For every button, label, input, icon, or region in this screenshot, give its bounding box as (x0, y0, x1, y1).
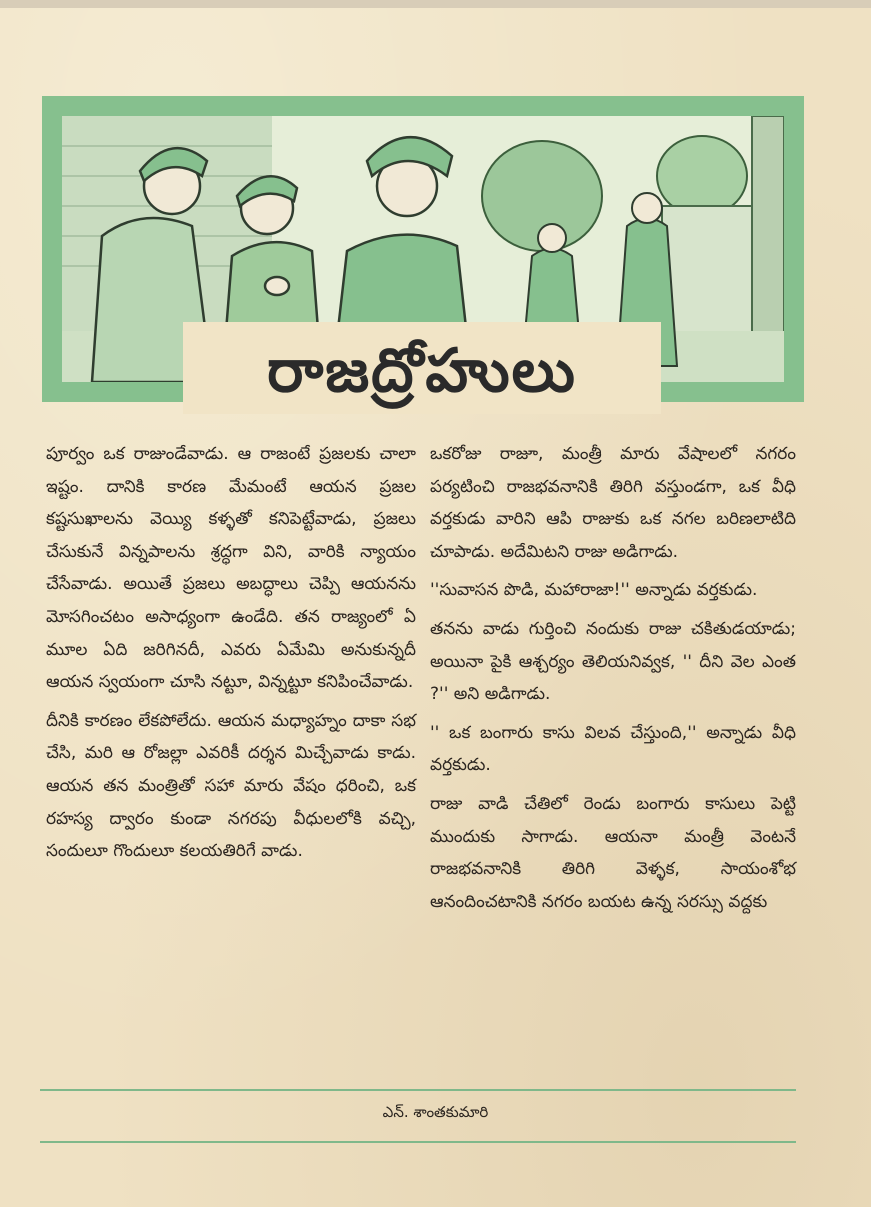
right-text-column (430, 438, 796, 924)
page-top-edge (0, 0, 871, 8)
title-panel (183, 322, 661, 414)
paragraph: '' ఒక బంగారు కాసు విలవ చేస్తుంది,'' అన్నాడు వీధి వర్తకుడు. (430, 722, 796, 776)
left-text-column (46, 438, 416, 874)
paragraph: పూర్వం ఒక రాజుండేవాడు. ఆ రాజంటే ప్రజలకు చాలా ఇష్టం. దానికి కారణ మేమంటే ఆయన ప్రజల కష్టసుఖాలను వెయ్యి కళ్ళతో కనిపెట్టేవాడు, ప్రజలు చేసుకునే విన్నపాలను శ్రద్ధగా విని, వారికి న్యాయం చేసేవాడు. అయితే ప్రజలు అబద్ధాలు చెప్పి ఆయనను మోసగించటం అసాధ్యంగా ఉండేది. తన రాజ్యంలో ఏ మూల ఏది జరిగినదీ, ఎవరు ఏమేమి అనుకున్నదీ ఆయన స్వయంగా చూసి నట్టూ, విన్నట్టూ కనిపించేవాడు. (46, 444, 416, 693)
author-credit: ఎన్. శాంతకుమారి (382, 1103, 489, 1121)
paragraph: దీనికి కారణం లేకపోలేదు. ఆయన మధ్యాహ్నం దాకా సభ చేసి, మరి ఆ రోజల్లా ఎవరికీ దర్శన మిచ్చేవాడు కాడు. ఆయన తన మంత్రితో సహా మారు వేషం ధరించి, ఒక రహస్య ద్వారం కుండా నగరపు వీధులలోకి వచ్చి, సందులూ గొందులూ కలయతిరిగే వాడు. (46, 710, 416, 862)
paragraph: రాజు వాడి చేతిలో రెండు బంగారు కాసులు పెట్టి ముందుకు సాగాడు. ఆయనా మంత్రీ వెంటనే రాజభవనానికి తిరిగి వెళ్ళక, సాయంశోభ ఆనందించటానికి నగరం బయట ఉన్న సరస్సు వద్దకు (430, 793, 796, 912)
footer-rule-top (40, 1089, 796, 1091)
paragraph: తనను వాడు గుర్తించి నందుకు రాజు చకితుడయాడు; అయినా పైకి ఆశ్చర్యం తెలియనివ్వక, '' దీని వెల ఎంత ?'' అని అడిగాడు. (430, 618, 796, 705)
paragraph: ''సువాసన పొడి, మహారాజా!'' అన్నాడు వర్తకుడు. (430, 580, 758, 601)
story-title: రాజద్రోహులు (267, 336, 577, 406)
footer-rule-bottom (40, 1141, 796, 1143)
paragraph: ఒకరోజు రాజూ, మంత్రీ మారు వేషాలలో నగరం పర్యటించి రాజభవనానికి తిరిగి వస్తుండగా, ఒక వీధి వర్తకుడు వారిని ఆపి రాజుకు ఒక నగల బరిణలాటిది చూపాడు. అదేమిటని రాజు అడిగాడు. (430, 444, 796, 562)
